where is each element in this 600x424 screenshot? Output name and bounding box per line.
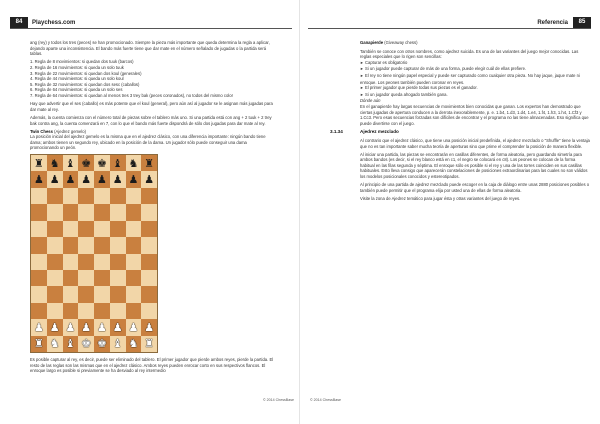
left-header-title: Playchess.com — [32, 20, 76, 26]
section-title: Ajedrez mezclado — [360, 129, 399, 135]
board-square — [78, 171, 94, 187]
bullet-arrow-icon: ► — [360, 86, 364, 91]
board-square — [63, 221, 79, 237]
giveaway-title: Ganapierde — [360, 40, 384, 45]
mix-paragraph-3: Al principio de una partida de ajedrez mezclado puede escoger en la caja de diálogo entre unas 2880 posiciones posibles o también puede permitir que el programa elija por usted una de ellas de forma aleatoria. — [360, 182, 590, 193]
paragraph-ses: Hay que advertir que el ses (caballo) es más potente que el koul (general), pero aún así al jugador se le asignan más jugadas para dar mate al rey. — [30, 101, 273, 112]
board-square — [31, 188, 47, 204]
paragraph-count: Además, la cuenta comienza con el número total de piezas sobre el tablero más uno. Si una partida está con ang + 2 tuuk + 2 trey bak contra ang, la cuenta comenzará en 7, con lo que el bando más fuerte dispondrá de sólo dos jugadas para dar mate al rey. — [30, 114, 272, 126]
giveaway-heading — [360, 40, 590, 46]
board-square — [94, 188, 110, 204]
board-square — [94, 303, 110, 319]
board-square — [141, 270, 157, 286]
board-square — [47, 237, 63, 253]
board-square — [63, 237, 79, 253]
right-header-title: Referencia — [537, 20, 568, 26]
rule-item: 7. Regla de 64 movimientos: si quedan al menos tres 3 trey bak (peces coronados), no todos del mismo color — [30, 92, 233, 98]
board-square — [110, 204, 126, 220]
board-square — [47, 155, 63, 171]
right-page-body — [330, 40, 590, 204]
giveaway-rule — [360, 60, 590, 67]
rule-item: 6. Regla de 64 movimientos: si queda un solo ses — [30, 87, 123, 93]
board-square — [78, 286, 94, 302]
board-square — [78, 270, 94, 286]
board-square — [31, 319, 47, 335]
giveaway-rule — [360, 92, 590, 99]
black-bishop-icon: ♝ — [112, 156, 123, 170]
board-square — [78, 254, 94, 270]
board-square — [126, 171, 142, 187]
board-square — [31, 221, 47, 237]
board-square — [126, 286, 142, 302]
page-number-left: 84 — [10, 17, 28, 28]
twin-chess-subtitle: (Ajedrez gemelo) — [54, 128, 87, 134]
intro-paragraph: ang (rey) y todos los tres (peces) se han promocionado. Siempre la pieza más importante que queda determina la regla a aplicar, dejando aparte una inconsistencia. El bando más fuerte tiene que dar mate en el número señalado de jugadas o la partida será tablas. — [30, 40, 270, 57]
board-square — [47, 171, 63, 187]
board-square — [126, 237, 142, 253]
after-board-paragraph: Es posible capturar al rey, es decir, puede ser eliminado del tablero. El primer jugador que pierde ambos reyes, pierde la partida. El resto de las reglas son las mismas que en el ajedrez clásico. Ambos reyes pueden enrocar corto en sus respectivos flancos. El enroque largo es posible si previamente se ha desviado al rey intermedio — [30, 357, 274, 374]
left-footer: © 2014 ChessBase — [262, 398, 294, 402]
mix-paragraph-2: Al iniciar una partida, las piezas se encontrarán en casillas diferentes, de forma aleatoria, pero guardando simetría para ambos bandos (es decir, si el rey blanco está en c1, el negro se colocará en c8). Los peones se colocan de la forma habitual en las filas segunda y séptima. El enroque sólo es posible si el rey y una de las torres coinciden en sus casillas habituales. Esto lleva consigo que aparecerán constelaciones de posiciones extraordinarias para las cuales no son válidos los modelos posicionales conocidos y estereotipados. — [360, 151, 588, 180]
black-pawn-icon: ♟ — [81, 173, 92, 187]
board-square — [110, 303, 126, 319]
white-bishop-icon: ♝ — [65, 337, 76, 351]
giveaway-rule-text: El primer jugador que pierde todas sus piezas es el ganador. — [365, 85, 478, 91]
board-square — [141, 319, 157, 335]
board-square — [31, 204, 47, 220]
board-square — [94, 221, 110, 237]
giveaway-rule-text: Si un jugador puede capturar de más de una forma, puede elegir cuál de ellas prefiere. — [365, 66, 527, 72]
board-square — [63, 188, 79, 204]
board-square — [31, 336, 47, 352]
black-pawn-icon: ♟ — [49, 173, 60, 187]
board-square — [94, 319, 110, 335]
board-square — [141, 155, 157, 171]
white-pawn-icon: ♟ — [65, 320, 76, 334]
white-pawn-icon: ♟ — [128, 320, 139, 334]
board-square — [78, 221, 94, 237]
board-square — [110, 286, 126, 302]
board-square — [126, 188, 142, 204]
board-square — [126, 303, 142, 319]
black-rook-icon: ♜ — [33, 156, 44, 170]
board-square — [126, 221, 142, 237]
board-square — [78, 336, 94, 352]
board-square — [31, 237, 47, 253]
white-pawn-icon: ♟ — [33, 320, 44, 334]
board-square — [47, 336, 63, 352]
white-bishop-icon: ♝ — [112, 337, 123, 351]
white-pawn-icon: ♟ — [144, 320, 155, 334]
board-square — [94, 171, 110, 187]
board-square — [31, 254, 47, 270]
white-king-icon: ♚ — [81, 337, 92, 351]
board-square — [31, 155, 47, 171]
giveaway-rule-text: Capturar es obligatorio — [365, 59, 408, 65]
board-square — [126, 204, 142, 220]
white-knight-icon: ♞ — [49, 337, 60, 351]
board-square — [126, 336, 142, 352]
board-square — [78, 319, 94, 335]
board-square — [63, 286, 79, 302]
black-pawn-icon: ♟ — [128, 173, 139, 187]
black-pawn-icon: ♟ — [144, 173, 155, 187]
board-square — [110, 237, 126, 253]
black-pawn-icon: ♟ — [112, 173, 123, 187]
black-king-icon: ♚ — [81, 156, 92, 170]
board-square — [94, 237, 110, 253]
board-square — [110, 155, 126, 171]
board-square — [78, 204, 94, 220]
giveaway-paragraph: En el ganapierde hay largas secuencias de movimientos bien conocidas que ganan. Los expertos han demostrado que ciertas jugadas de apertura conducen a la derrota inexorablemente, p. e. 1.b4, 1.d3, 1.d4, 1.e4, 1.f4, 1.h3, 1.h4, 1.Cf3 y 1.Cc3. Pero esas secuencias forzadas son difíciles de encontrar y el programa no las tiene almacenadas. Eso significa que puede divertirse con el juego. — [360, 103, 589, 126]
board-square — [78, 188, 94, 204]
board-square — [110, 270, 126, 286]
board-square — [47, 303, 63, 319]
twin-chess-description: La posición inicial del ajedrez gemelo es la misma que en el ajedrez clásico, con una diferencia importante: ningún bando tiene dama; ambos tienen un segundo rey, ubicado en la posición de la dama. Un jugador sólo puede conseguir una dama promocionando un peón. — [30, 134, 266, 151]
page-number-right: 85 — [573, 17, 591, 28]
board-square — [94, 155, 110, 171]
bullet-arrow-icon: ► — [360, 92, 364, 97]
giveaway-rule — [360, 73, 590, 85]
black-knight-icon: ♞ — [128, 156, 139, 170]
white-rook-icon: ♜ — [144, 337, 155, 351]
board-square — [63, 155, 79, 171]
white-rook-icon: ♜ — [33, 337, 44, 351]
white-king-icon: ♚ — [96, 337, 107, 351]
giveaway-rule — [360, 85, 590, 92]
board-square — [110, 336, 126, 352]
bullet-arrow-icon: ► — [360, 67, 364, 72]
white-pawn-icon: ♟ — [81, 320, 92, 334]
chess-board — [30, 154, 158, 353]
board-square — [47, 204, 63, 220]
board-square — [110, 188, 126, 204]
black-knight-icon: ♞ — [49, 156, 60, 170]
board-square — [47, 254, 63, 270]
board-square — [126, 270, 142, 286]
twin-chess-title: Twin Chess — [30, 128, 53, 134]
mix-paragraph-1: Al contrario que el ajedrez clásico, que tiene una posición inicial predefinida, el ajedrez mezclado o "Shuffle" tiene la ventaja que no es tan importante saber mucha teoría de aperturas sino que prime el comprender la posición de manera flexible. — [360, 137, 590, 149]
rule-item: 5. Regla de 32 movimientos: si quedan dos sesc (caballos) — [30, 81, 140, 87]
board-square — [47, 221, 63, 237]
left-page-header — [10, 17, 292, 29]
giveaway-rules — [360, 49, 590, 127]
board-square — [47, 286, 63, 302]
bullet-arrow-icon: ► — [360, 73, 364, 78]
board-square — [47, 319, 63, 335]
board-square — [141, 237, 157, 253]
board-square — [141, 286, 157, 302]
twin-chess-section — [30, 129, 275, 151]
rule-item: 2. Regla de 16 movimientos: si queda un solo tuuk — [30, 64, 124, 70]
board-square — [63, 171, 79, 187]
board-square — [63, 254, 79, 270]
giveaway-rule — [360, 66, 590, 73]
board-square — [141, 221, 157, 237]
board-square — [126, 254, 142, 270]
white-pawn-icon: ♟ — [112, 320, 123, 334]
black-pawn-icon: ♟ — [96, 173, 107, 187]
board-square — [126, 155, 142, 171]
board-square — [31, 270, 47, 286]
rule-item: 3. Regla de 22 movimientos: si quedan dos koul (generales) — [30, 70, 142, 76]
board-square — [110, 254, 126, 270]
board-square — [141, 188, 157, 204]
black-rook-icon: ♜ — [144, 156, 155, 170]
board-square — [78, 237, 94, 253]
black-pawn-icon: ♟ — [33, 173, 44, 187]
right-page-header — [308, 17, 591, 29]
board-square — [31, 171, 47, 187]
board-square — [110, 221, 126, 237]
white-pawn-icon: ♟ — [96, 320, 107, 334]
right-page — [300, 0, 600, 424]
giveaway-subtitle: (Giveaway chess) — [384, 40, 418, 45]
board-square — [63, 270, 79, 286]
black-pawn-icon: ♟ — [65, 173, 76, 187]
giveaway-intro: También se conoce con otros nombres, como ajedrez suicida. Es una de las variantes del juego mejor conocidas. Las reglas especiales que lo rigen son sencillas: — [360, 48, 579, 60]
giveaway-rule-text: El rey no tiene ningún papel especial y puede ser capturado como cualquier otra pieza. No hay jaque, jaque mate ni enroque. Los peones también pueden coronar en reyes. — [360, 72, 580, 85]
board-square — [141, 254, 157, 270]
board-square — [63, 336, 79, 352]
rule-item: 4. Regla de 44 movimientos: si queda un solo koul — [30, 76, 124, 82]
giveaway-rule-text: Si un jugador queda ahogado también gana. — [365, 91, 448, 97]
white-knight-icon: ♞ — [128, 337, 139, 351]
left-page-body — [30, 40, 275, 376]
board-square — [31, 286, 47, 302]
black-king-icon: ♚ — [96, 156, 107, 170]
board-square — [31, 303, 47, 319]
board-square — [141, 303, 157, 319]
board-square — [63, 204, 79, 220]
board-square — [63, 303, 79, 319]
board-square — [94, 204, 110, 220]
board-square — [110, 319, 126, 335]
giveaway-sign: Dónde aún — [360, 98, 381, 104]
board-square — [47, 188, 63, 204]
right-footer: © 2014 ChessBase — [310, 398, 342, 402]
mix-paragraph-4: Visite la zona de Ajedrez temático para jugar ésta y otras variantes del juego de reyes. — [360, 196, 521, 202]
board-square — [94, 270, 110, 286]
board-square — [94, 254, 110, 270]
board-square — [110, 171, 126, 187]
board-square — [63, 319, 79, 335]
section-number: 3.1.34 — [330, 129, 343, 135]
board-square — [78, 155, 94, 171]
board-square — [126, 319, 142, 335]
board-square — [94, 336, 110, 352]
board-square — [141, 204, 157, 220]
board-square — [141, 336, 157, 352]
board-square — [78, 303, 94, 319]
rules-list — [30, 59, 275, 98]
section-heading — [330, 129, 590, 135]
bullet-arrow-icon: ► — [360, 60, 364, 65]
black-bishop-icon: ♝ — [65, 156, 76, 170]
board-square — [141, 171, 157, 187]
board-square — [47, 270, 63, 286]
board-square — [94, 286, 110, 302]
rule-item: 1. Regla de 8 movimientos: si quedan dos tuuk (barcos) — [30, 59, 134, 65]
white-pawn-icon: ♟ — [49, 320, 60, 334]
